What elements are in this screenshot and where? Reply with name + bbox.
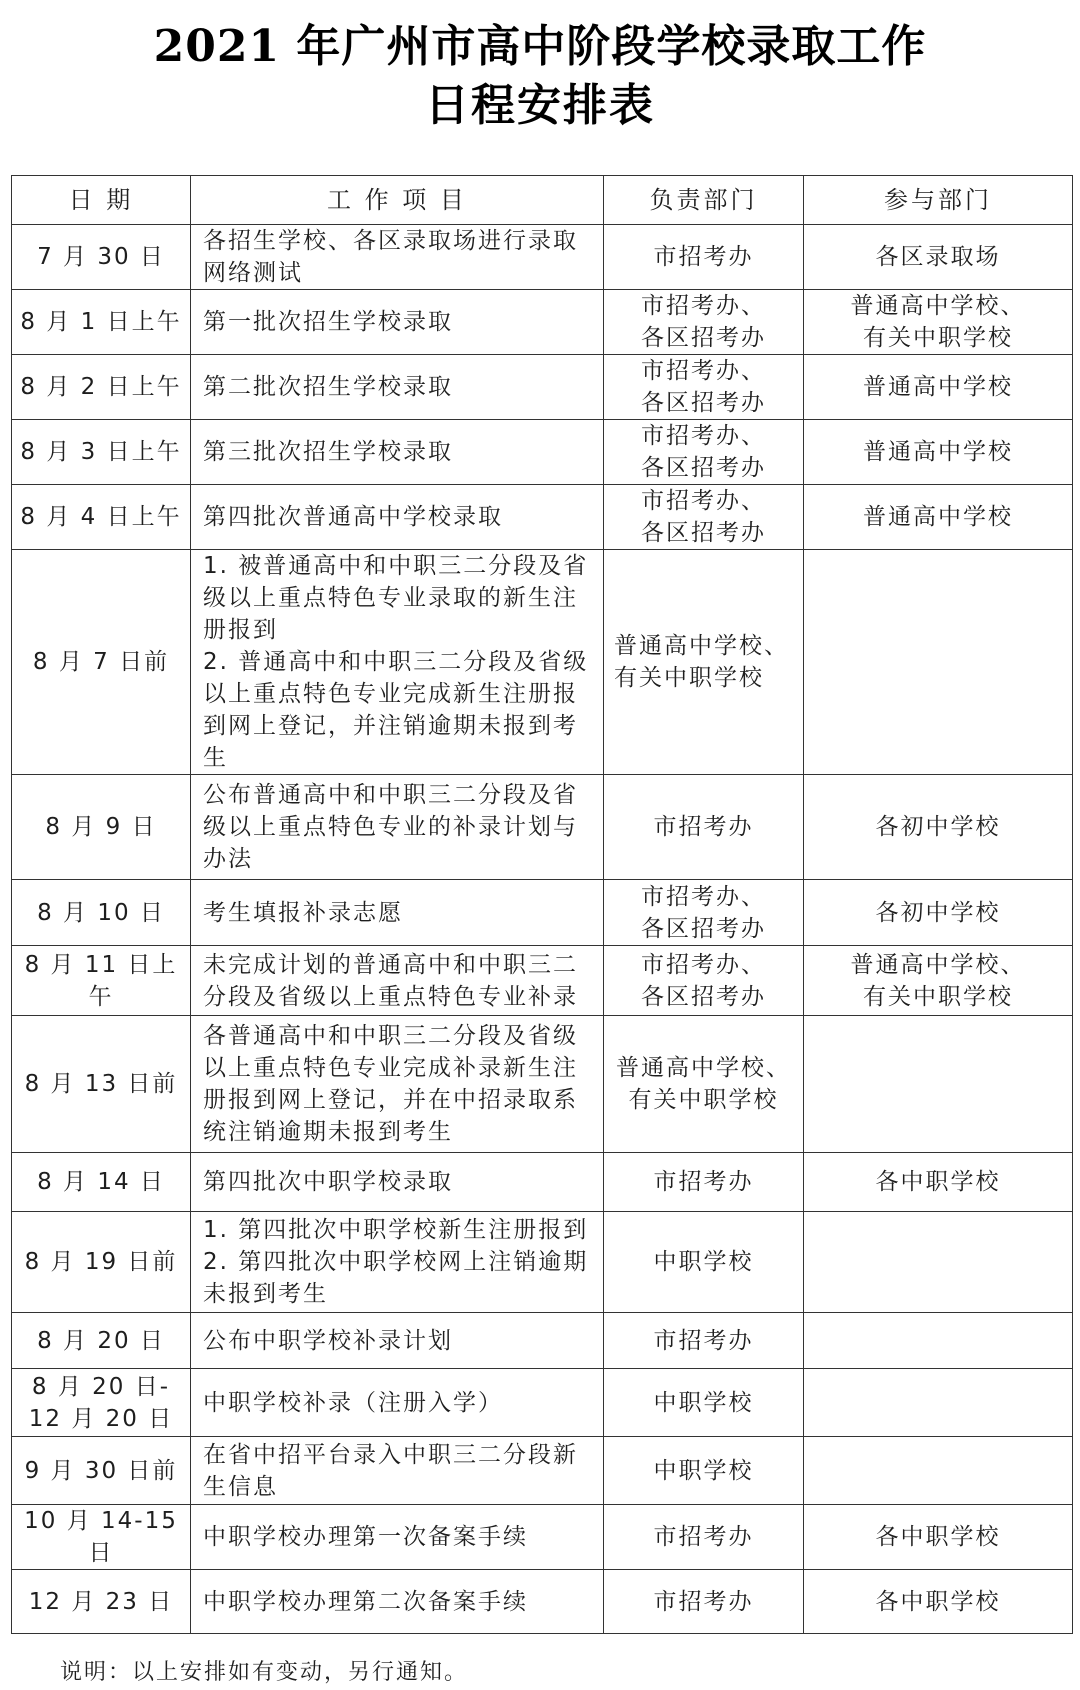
cell-responsible: 市招考办	[604, 225, 804, 290]
cell-participants: 各初中学校	[804, 880, 1073, 946]
cell-task: 第四批次中职学校录取	[191, 1153, 604, 1212]
cell-responsible: 市招考办	[604, 1505, 804, 1570]
cell-date: 8 月 19 日前	[12, 1212, 191, 1313]
table-row	[12, 946, 1073, 1016]
cell-task: 未完成计划的普通高中和中职三二分段及省级以上重点特色专业补录	[191, 946, 604, 1016]
schedule-table	[11, 175, 1073, 1634]
cell-task: 中职学校办理第二次备案手续	[191, 1570, 604, 1634]
cell-participants: 普通高中学校	[804, 420, 1073, 485]
cell-date: 8 月 20 日	[12, 1313, 191, 1369]
cell-date: 12 月 23 日	[12, 1570, 191, 1634]
table-row	[12, 1369, 1073, 1437]
cell-responsible: 市招考办、 各区招考办	[604, 290, 804, 355]
table-header-row	[12, 176, 1073, 225]
cell-date: 10 月 14-15 日	[12, 1505, 191, 1570]
cell-date: 8 月 7 日前	[12, 550, 191, 775]
table-row	[12, 775, 1073, 880]
cell-task: 考生填报补录志愿	[191, 880, 604, 946]
cell-date: 8 月 10 日	[12, 880, 191, 946]
cell-task: 第四批次普通高中学校录取	[191, 485, 604, 550]
table-row	[12, 1212, 1073, 1313]
document-title	[0, 18, 1080, 136]
cell-task: 1. 被普通高中和中职三二分段及省级以上重点特色专业录取的新生注册报到 2. 普通高中和中职三二分段及省级以上重点特色专业完成新生注册报到网上登记，并注销逾期未报到考生	[191, 550, 604, 775]
table-row	[12, 355, 1073, 420]
cell-date: 8 月 14 日	[12, 1153, 191, 1212]
cell-date: 8 月 20 日- 12 月 20 日	[12, 1369, 191, 1437]
cell-participants	[804, 1016, 1073, 1153]
table-row	[12, 550, 1073, 775]
header-date: 日 期	[12, 176, 191, 225]
cell-participants: 各区录取场	[804, 225, 1073, 290]
cell-participants	[804, 1313, 1073, 1369]
header-participants: 参与部门	[804, 176, 1073, 225]
cell-task: 公布普通高中和中职三二分段及省级以上重点特色专业的补录计划与办法	[191, 775, 604, 880]
cell-responsible: 市招考办	[604, 1313, 804, 1369]
header-responsible: 负责部门	[604, 176, 804, 225]
table-row	[12, 1313, 1073, 1369]
cell-task: 中职学校办理第一次备案手续	[191, 1505, 604, 1570]
cell-participants: 普通高中学校、 有关中职学校	[804, 290, 1073, 355]
cell-task: 各招生学校、各区录取场进行录取网络测试	[191, 225, 604, 290]
cell-date: 8 月 13 日前	[12, 1016, 191, 1153]
cell-participants: 各中职学校	[804, 1570, 1073, 1634]
table-row	[12, 1153, 1073, 1212]
cell-responsible: 中职学校	[604, 1437, 804, 1505]
cell-task: 第三批次招生学校录取	[191, 420, 604, 485]
title-line-1: 2021 年广州市高中阶段学校录取工作	[153, 21, 927, 72]
footnote: 说明：以上安排如有变动，另行通知。	[60, 1660, 469, 1685]
cell-participants	[804, 1369, 1073, 1437]
cell-responsible: 市招考办、 各区招考办	[604, 485, 804, 550]
cell-responsible: 市招考办	[604, 1153, 804, 1212]
cell-responsible: 市招考办、 各区招考办	[604, 355, 804, 420]
cell-responsible: 中职学校	[604, 1369, 804, 1437]
cell-participants: 各中职学校	[804, 1505, 1073, 1570]
cell-responsible: 市招考办	[604, 775, 804, 880]
cell-participants	[804, 1212, 1073, 1313]
cell-participants: 普通高中学校	[804, 485, 1073, 550]
cell-task: 第二批次招生学校录取	[191, 355, 604, 420]
cell-participants: 普通高中学校	[804, 355, 1073, 420]
cell-participants: 各中职学校	[804, 1153, 1073, 1212]
cell-date: 8 月 2 日上午	[12, 355, 191, 420]
cell-responsible: 市招考办、 各区招考办	[604, 946, 804, 1016]
title-line-2: 日程安排表	[425, 80, 655, 131]
header-task: 工 作 项 目	[191, 176, 604, 225]
cell-date: 8 月 11 日上午	[12, 946, 191, 1016]
cell-task: 第一批次招生学校录取	[191, 290, 604, 355]
cell-responsible: 中职学校	[604, 1212, 804, 1313]
table-row	[12, 485, 1073, 550]
cell-task: 在省中招平台录入中职三二分段新生信息	[191, 1437, 604, 1505]
cell-task: 各普通高中和中职三二分段及省级以上重点特色专业完成补录新生注册报到网上登记，并在中招录取系统注销逾期未报到考生	[191, 1016, 604, 1153]
cell-participants	[804, 550, 1073, 775]
cell-responsible: 市招考办、 各区招考办	[604, 420, 804, 485]
cell-task: 公布中职学校补录计划	[191, 1313, 604, 1369]
cell-date: 8 月 9 日	[12, 775, 191, 880]
table-row	[12, 880, 1073, 946]
table-row	[12, 1570, 1073, 1634]
cell-task: 1. 第四批次中职学校新生注册报到 2. 第四批次中职学校网上注销逾期未报到考生	[191, 1212, 604, 1313]
table-row	[12, 1016, 1073, 1153]
cell-participants: 各初中学校	[804, 775, 1073, 880]
table-row	[12, 420, 1073, 485]
cell-responsible: 市招考办、 各区招考办	[604, 880, 804, 946]
cell-responsible: 普通高中学校、 有关中职学校	[604, 1016, 804, 1153]
cell-date: 8 月 3 日上午	[12, 420, 191, 485]
table-row	[12, 290, 1073, 355]
cell-date: 7 月 30 日	[12, 225, 191, 290]
cell-date: 9 月 30 日前	[12, 1437, 191, 1505]
table-row	[12, 1505, 1073, 1570]
cell-date: 8 月 4 日上午	[12, 485, 191, 550]
cell-date: 8 月 1 日上午	[12, 290, 191, 355]
cell-responsible: 市招考办	[604, 1570, 804, 1634]
cell-task: 中职学校补录（注册入学）	[191, 1369, 604, 1437]
table-row	[12, 1437, 1073, 1505]
table-row	[12, 225, 1073, 290]
cell-participants: 普通高中学校、 有关中职学校	[804, 946, 1073, 1016]
cell-participants	[804, 1437, 1073, 1505]
cell-responsible: 普通高中学校、 有关中职学校	[604, 550, 804, 775]
